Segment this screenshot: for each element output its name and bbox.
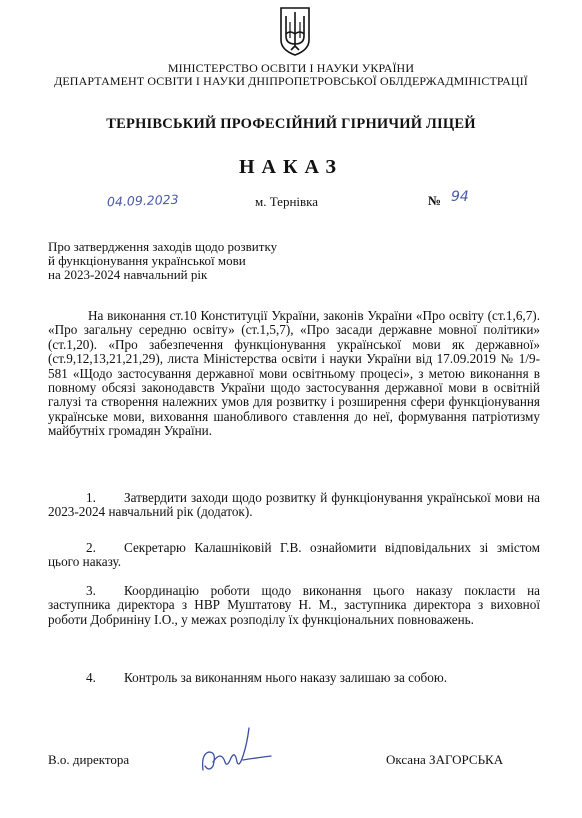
order-item: [48, 584, 540, 627]
item-number: 1.: [86, 490, 96, 505]
item-text: Секретарю Калашніковій Г.В. ознайомити відповідальних зі змістом цього наказу.: [48, 540, 540, 570]
handwritten-signature: [195, 722, 285, 777]
subject-line: на 2023-2024 навчальний рік: [48, 267, 208, 282]
ministry-name: МІНІСТЕРСТВО ОСВІТИ І НАУКИ УКРАЇНИ: [167, 61, 415, 75]
item-number: 2.: [86, 540, 96, 555]
order-date: 04.09.2023: [106, 191, 179, 210]
item-text: Контроль за виконанням нього наказу залишаю за собою.: [124, 670, 447, 685]
item-number: 4.: [86, 670, 96, 685]
number-label: №: [428, 193, 442, 208]
item-text: Координацію роботи щодо виконання цього наказу покласти на заступника директора з НВР Муштатову Н. М., заступника директора з виховної роботи Добриніну І.О., у межах розподілу їх функціональних повноважень.: [48, 583, 540, 627]
order-item: [48, 541, 540, 570]
item-number: 3.: [86, 583, 96, 598]
order-subject: [48, 240, 328, 282]
subject-line: Про затвердження заходів щодо розвитку: [48, 239, 278, 254]
item-text: Затвердити заходи щодо розвитку й функціонування української мови на 2023-2024 навчальний рік (додаток).: [48, 490, 540, 520]
subject-line: й функціонування української мови: [48, 253, 246, 268]
signatory-position: В.о. директора: [48, 752, 130, 767]
coat-of-arms-icon: [278, 6, 312, 56]
signatory-name: Оксана ЗАГОРСЬКА: [386, 752, 504, 767]
ministry-header: [0, 62, 582, 88]
order-number: 94: [451, 189, 469, 205]
city-name: м. Тернівка: [255, 194, 319, 209]
preamble-paragraph: На виконання ст.10 Конституції України, законів України «Про освіту (ст.1,6,7). «Про загальну середню освіту» (ст.1,5,7), «Про засади державне мовної політики» (ст.1,20). «Про забезпечення функціонування української мови як державної» (ст.9,12,13,21,21,29), листа Міністерства освіти і науки України від 17.09.2019 № 1/9-581 «Щодо застосування державної мови освітньому процесі», з метою виконання в повному обсязі законодавств України щодо застосування державної мови в освітній галузі та створення належних умов для розвитку і розширення сфери функціонування українське мови, виховання шанобливого ставлення до неї, формування патріотизму майбутніх громадян України.: [48, 308, 540, 439]
order-item: [48, 671, 540, 685]
order-item: [48, 491, 540, 520]
institution-name: ТЕРНІВСЬКИЙ ПРОФЕСІЙНИЙ ГІРНИЧИЙ ЛІЦЕЙ: [106, 116, 476, 132]
department-name: ДЕПАРТАМЕНТ ОСВІТИ І НАУКИ ДНІПРОПЕТРОВСЬКОЇ ОБЛДЕРЖАДМІНІСТРАЦІЇ: [54, 74, 528, 88]
document-title: НАКАЗ: [238, 156, 343, 178]
